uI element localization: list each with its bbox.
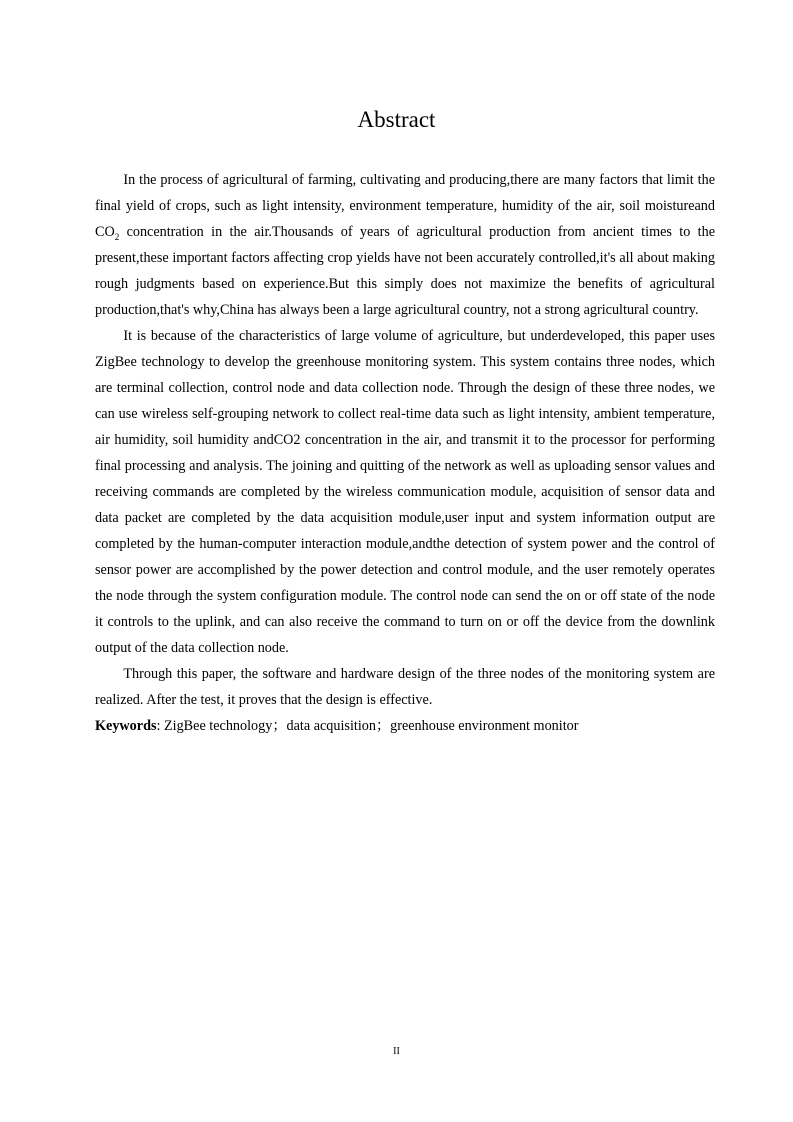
keywords-label: Keywords xyxy=(95,718,157,734)
keywords-text: ZigBee technology；data acquisition；greenhouse environment monitor xyxy=(163,718,579,734)
abstract-paragraph-2: It is because of the characteristics of large volume of agriculture, but underdeveloped, this paper uses ZigBee technology to develop the greenhouse monitoring system. This system contains three nodes, which are terminal collection, control node and data collection node. Through the design of these three nodes, we can use wireless self-grouping network to collect real-time data such as light intensity, ambient temperature, air humidity, soil humidity andCO2 concentration in the air, and transmit it to the processor for performing final processing and analysis. The joining and quitting of the network as well as uploading sensor values and receiving commands are completed by the wireless communication module, acquisition of sensor data and data packet are completed by the data acquisition module,user input and system information output are completed by the human-computer interaction module,andthe detection of system power and the control of sensor power are accomplished by the power detection and control module, and the user remotely operates the node through the system configuration module. The control node can send the on or off state of the node it controls to the uplink, and can also receive the command to turn on or off the device from the downlink output of the data collection node. xyxy=(95,328,715,656)
keywords-separator: : xyxy=(156,718,164,734)
abstract-body xyxy=(95,167,715,739)
paragraph-1-text-end: concentration in the air.Thousands of years of agricultural production from ancient times to the present,these important factors affecting crop yields have not been accurately controlled,it's all about making rough judgments based on experience.But this simply does not maximize the benefits of agricultural production,that's why,China has always been a large agricultural country, not a strong agricultural country. xyxy=(95,224,715,318)
paragraph-1-text-start: In the process of agricultural of farming, cultivating and producing,there are many factors that limit the final yield of crops, such as light intensity, environment temperature, humidity of the air, soil moistureand CO xyxy=(95,172,715,240)
abstract-paragraph-1 xyxy=(95,167,715,323)
abstract-paragraph-3: Through this paper, the software and hardware design of the three nodes of the monitoring system are realized. After the test, it proves that the design is effective. xyxy=(95,666,715,708)
co2-subscript: 2 xyxy=(114,231,120,242)
page-title: Abstract xyxy=(357,107,436,132)
keywords-line xyxy=(95,713,715,739)
page-number: II xyxy=(393,1046,400,1057)
